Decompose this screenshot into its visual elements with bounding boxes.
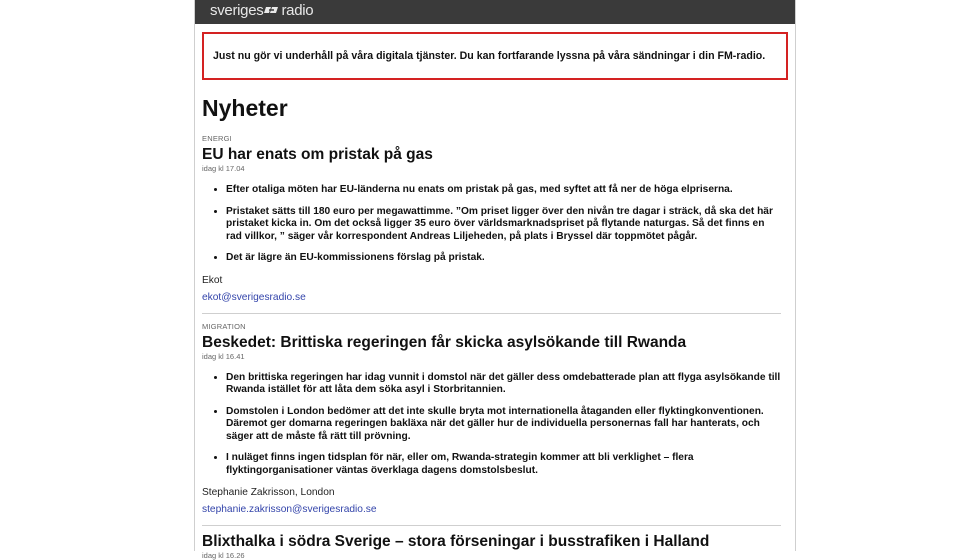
article-summary-list	[202, 184, 781, 265]
sveriges-radio-logo[interactable]	[210, 2, 313, 20]
article-timestamp: idag kl 16.26	[202, 551, 245, 560]
page-container	[194, 0, 796, 560]
article-timestamp: idag kl 16.41	[202, 351, 245, 361]
logo-text-right: radio	[281, 2, 314, 19]
article-headline[interactable]: Blixthalka i södra Sverige – stora förseningar i busstrafiken i Halland	[202, 533, 710, 550]
article-summary-list	[202, 372, 781, 478]
news-content	[202, 94, 781, 560]
news-article	[202, 134, 781, 305]
article-bullet: • Den brittiska regeringen har idag vunnit i domstol när det gäller dess omdebatterade plan att flyga asylsökande till Rwanda istället för att låta dem söka asyl i Storbritannien.	[226, 372, 781, 397]
logo-text-left: sveriges	[210, 2, 264, 19]
author-email-link[interactable]: ekot@sverigesradio.se	[202, 291, 306, 303]
news-article	[202, 322, 781, 518]
page-title: Nyheter	[202, 95, 288, 121]
top-bar	[195, 0, 795, 24]
article-bullet: • I nuläget finns ingen tidsplan för när, eller om, Rwanda-strategin kommer att bli verklighet – flera flyktingorganisationer väntas överklaga dagens domstolsbeslut.	[226, 452, 781, 477]
article-headline[interactable]: EU har enats om pristak på gas	[202, 146, 433, 163]
article-bullet: • Det är lägre än EU-kommissionens förslag på pristak.	[226, 252, 781, 265]
article-category: MIGRATION	[202, 321, 246, 331]
article-author: Ekot	[202, 274, 223, 286]
article-author: Stephanie Zakrisson, London	[202, 487, 335, 498]
article-bullet: • Efter otaliga möten har EU-länderna nu enats om pristak på gas, med syftet att få ner de höga elpriserna.	[226, 184, 781, 197]
article-bullet: • Domstolen i London bedömer att det inte skulle bryta mot internationella åtaganden eller flyktingkonventionen. Däremot ger domarna regeringen bakläxa när det gäller hur de individuella personernas fall har hanterats, och säger att de måste få rätt till prövning.	[226, 406, 781, 444]
article-divider	[202, 525, 781, 526]
maintenance-notice	[202, 32, 788, 80]
article-headline[interactable]: Beskedet: Brittiska regeringen får skicka asylsökande till Rwanda	[202, 333, 687, 351]
article-divider	[202, 313, 781, 314]
news-article	[202, 532, 781, 560]
article-category: ENERGI	[202, 134, 232, 143]
article-bullet: • Pristaket sätts till 180 euro per megawattimme. ”Om priset ligger över den nivån tre dagar i sträck, då ska det här pristaket kicka in. Om det också ligger 35 euro över världsmarknadspriset på flytande naturgas. Så det finns en rad villkor, ” säger vår korrespondent Andreas Liljeheden, på plats i Bryssel där toppmötet pågår.	[226, 206, 781, 244]
notice-text: Just nu gör vi underhåll på våra digitala tjänster. Du kan fortfarande lyssna på våra sändningar i din FM-radio.	[213, 50, 766, 62]
author-email-link[interactable]: stephanie.zakrisson@sverigesradio.se	[202, 504, 377, 515]
logo-mark-icon	[264, 2, 280, 20]
article-timestamp: idag kl 17.04	[202, 164, 245, 173]
